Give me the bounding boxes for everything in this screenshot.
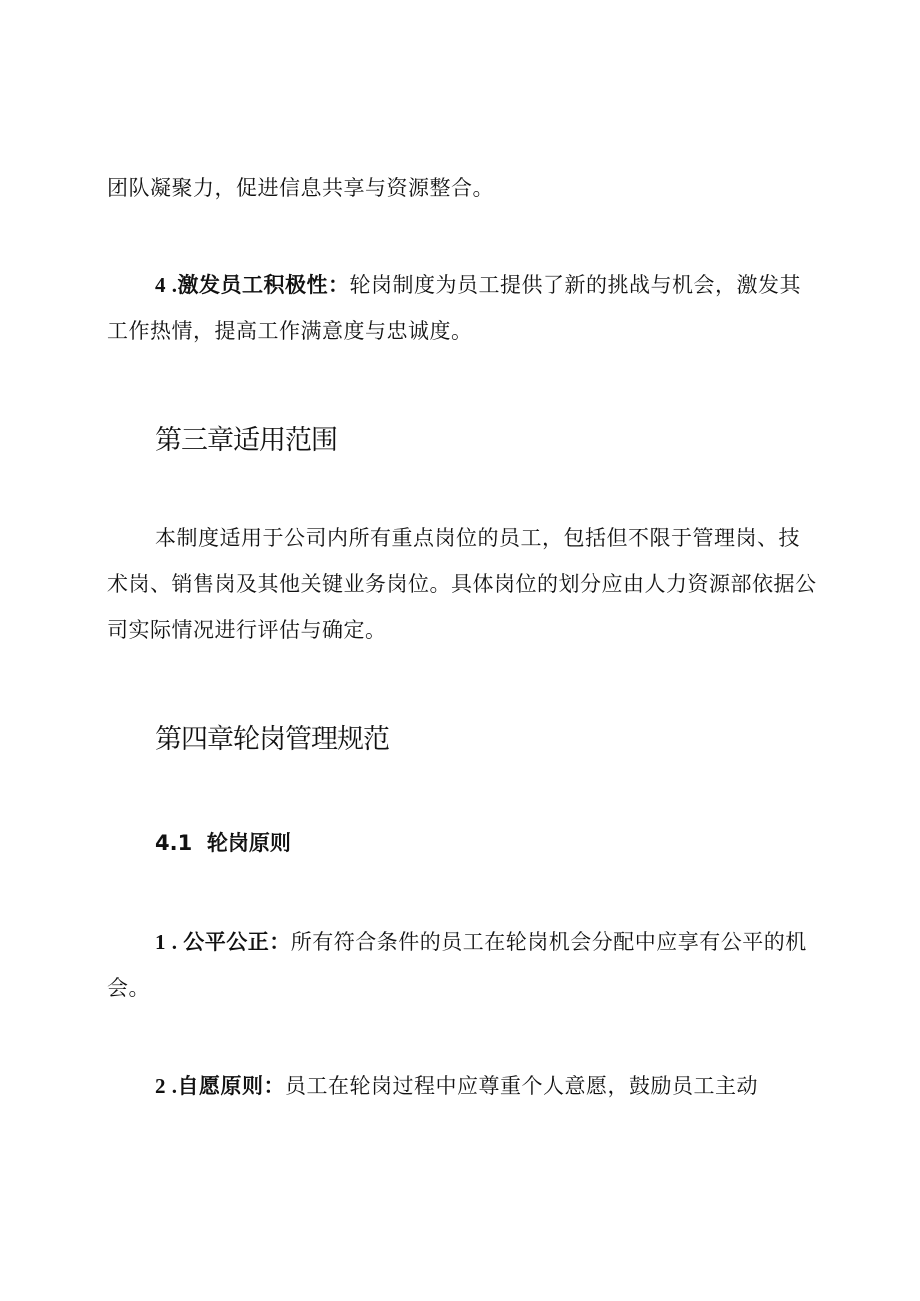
- item-4-body: 轮岗制度为员工提供了新的挑战与机会，激发其工作热情，提高工作满意度与忠诚度。: [107, 273, 801, 343]
- item-4-number: 4: [155, 273, 166, 297]
- section-4-1-title: 轮岗原则: [206, 831, 291, 855]
- chapter-4-heading: 第四章轮岗管理规范: [155, 724, 389, 755]
- item-1-title: 公平公正：: [183, 930, 291, 954]
- item-4-paragraph: [107, 262, 819, 354]
- item-4-separator: .: [166, 273, 178, 297]
- item-1-paragraph: [107, 919, 819, 1011]
- item-1-body: 所有符合条件的员工在轮岗机会分配中应享有公平的机会。: [107, 930, 807, 1000]
- item-2-paragraph: [107, 1063, 819, 1109]
- item-1-separator: .: [166, 930, 184, 954]
- item-2-number: 2: [155, 1074, 166, 1098]
- item-2-body: 员工在轮岗过程中应尊重个人意愿，鼓励员工主动: [285, 1074, 758, 1098]
- item-4-title: 激发员工积极性：: [177, 273, 350, 297]
- item-1-number: 1: [155, 930, 166, 954]
- section-4-1-heading: [155, 823, 291, 863]
- section-4-1-number: 4.1: [155, 831, 193, 855]
- item-2-separator: .: [166, 1074, 178, 1098]
- continuation-paragraph: 团队凝聚力，促进信息共享与资源整合。: [107, 176, 494, 200]
- item-2-title: 自愿原则：: [177, 1074, 285, 1098]
- chapter-3-body: 本制度适用于公司内所有重点岗位的员工，包括但不限于管理岗、技术岗、销售岗及其他关键业务岗位。具体岗位的划分应由人力资源部依据公司实际情况进行评估与确定。: [107, 526, 817, 642]
- chapter-3-heading: 第三章适用范围: [155, 425, 337, 456]
